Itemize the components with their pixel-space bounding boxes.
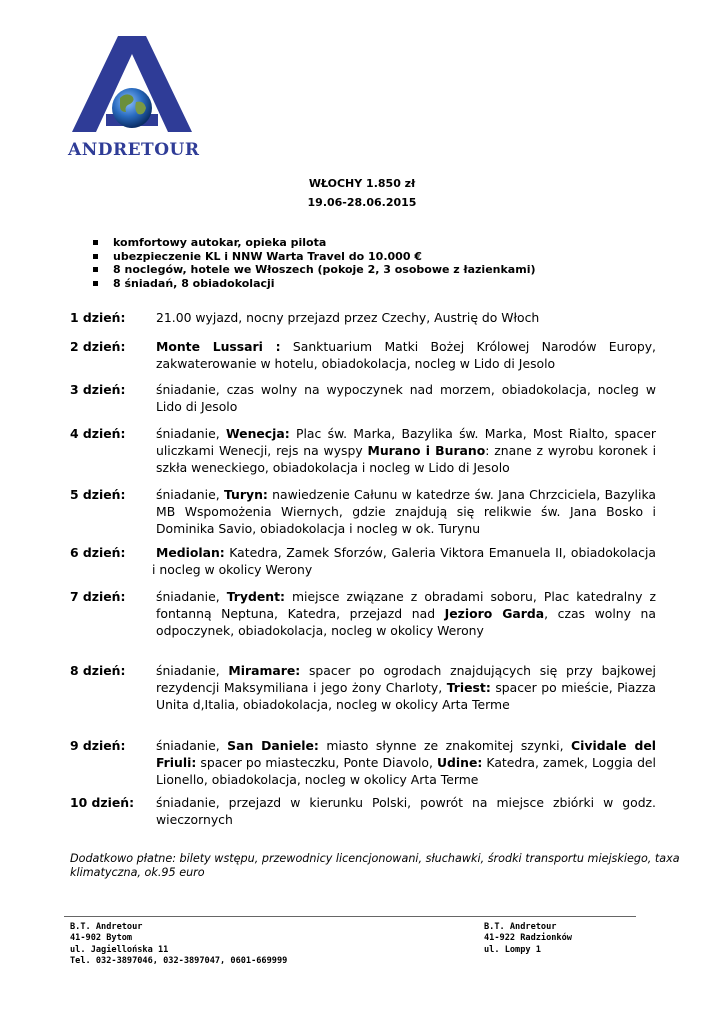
place-name: Wenecja:: [225, 426, 290, 441]
day-description: [156, 338, 656, 372]
day-label: 6 dzień:: [70, 545, 126, 560]
place-name: Murano i Burano: [367, 443, 486, 459]
footer-address-bytom: [70, 922, 287, 968]
day-description: [156, 486, 656, 538]
place-name: Udine:: [437, 755, 483, 771]
footer-line: ul. Jagiellońska 11: [70, 944, 169, 955]
description-text: miejsce związane z obradami soboru, Plac katedralny z fontanną Neptuna, Katedra, przejazd nad: [156, 589, 656, 622]
description-text: miasto słynne ze znakomitej szynki,: [318, 738, 572, 753]
day-description: [156, 794, 656, 828]
day-label: 4 dzień:: [70, 426, 126, 441]
description-text: Plac św. Marka, Bazylika św. Marka, Most Rialto, spacer uliczkami Wenecji, rejs na wyspy: [156, 426, 656, 459]
day-description: [156, 309, 656, 326]
description-text: śniadanie,: [156, 663, 229, 678]
description-text: spacer po miasteczku, Ponte Diavolo,: [196, 755, 437, 771]
trip-dates: 19.06-28.06.2015: [307, 196, 417, 209]
description-text: śniadanie,: [156, 487, 224, 502]
footer-divider: [64, 916, 636, 917]
day-label: 1 dzień:: [70, 310, 126, 325]
place-name: Miramare:: [228, 663, 301, 678]
day-description: [156, 737, 656, 789]
day-label: 10 dzień:: [70, 795, 135, 810]
description-text: spacer po mieście, Piazza Unita d,Italia, obiadokolacja, nocleg w okolicy Arta Terme: [156, 680, 656, 713]
day-description: [156, 425, 656, 477]
footer-line: ul. Lompy 1: [484, 944, 541, 955]
description-text: śniadanie,: [156, 589, 227, 604]
description-text: śniadanie,: [156, 426, 226, 441]
list-item: 8 śniadań, 8 obiadokolacji: [93, 277, 536, 291]
description-text: spacer po ogrodach znajdujących się przy bajkowej rezydencji Maksymiliana i jego żony Charloty,: [156, 663, 656, 696]
trip-title: WŁOCHY 1.850 zł: [308, 177, 416, 190]
additional-costs-note: Dodatkowo płatne: bilety wstępu, przewodnicy licencjonowani, słuchawki, środki transportu miejskiego, taxa klimatyczna, ok.95 euro: [70, 852, 680, 879]
description-text: , czas wolny na odpoczynek, obiadokolacja, nocleg w okolicy Werony: [156, 606, 656, 639]
day-label: 3 dzień:: [70, 382, 126, 397]
logo-a-globe-icon: [68, 32, 196, 142]
list-item: ubezpieczenie KL i NNW Warta Travel do 10.000 €: [93, 250, 536, 264]
day-label: 5 dzień:: [70, 487, 126, 502]
day-description: [156, 588, 656, 640]
company-logo: [68, 32, 200, 160]
place-name: Mediolan:: [156, 545, 225, 560]
footer-line: Tel. 032-3897046, 032-3897047, 0601-669999: [70, 956, 288, 967]
logo-text: ANDRETOUR: [68, 140, 200, 160]
footer-line: B.T. Andretour: [70, 922, 143, 932]
place-name: Turyn:: [223, 487, 268, 502]
footer-line: 41-922 Radzionków: [484, 933, 572, 944]
place-name: Cividale del Friuli:: [156, 738, 656, 771]
description-text: nawiedzenie Całunu w katedrze św. Jana Chrzciciela, Bazylika MB Wspomożenia Wiernych, gdzie znajdują się relikwie św. Jana Bosko i Dominika Savio, obiadokolacja i nocleg w ok. Turynu: [156, 487, 656, 537]
description-text: 21.00 wyjazd, nocny przejazd przez Czechy, Austrię do Włoch: [156, 310, 540, 325]
day-label: 7 dzień:: [70, 589, 126, 604]
day-label: 9 dzień:: [70, 738, 126, 753]
day-label: 8 dzień:: [70, 663, 126, 678]
list-item: komfortowy autokar, opieka pilota: [93, 236, 536, 250]
description-text: śniadanie, czas wolny na wypoczynek nad morzem, obiadokolacja, nocleg w Lido di Jesolo: [156, 382, 656, 415]
list-item: 8 noclegów, hotele we Włoszech (pokoje 2, 3 osobowe z łazienkami): [93, 263, 536, 277]
included-services-list: [93, 236, 536, 290]
description-text: Katedra, zamek, Loggia del Lionello, obiadokolacja, nocleg w okolicy Arta Terme: [156, 755, 656, 788]
place-name: Triest:: [446, 680, 491, 696]
footer-line: B.T. Andretour: [484, 922, 557, 932]
place-name: Jezioro Garda: [444, 606, 545, 622]
description-text: śniadanie, przejazd w kierunku Polski, powrót na miejsce zbiórki w godz. wieczornych: [156, 795, 656, 828]
day-description: [152, 544, 656, 578]
day-description: [156, 381, 656, 415]
footer-address-radzionkow: [484, 922, 572, 956]
place-name: Trydent:: [226, 589, 285, 604]
place-name: San Daniele:: [227, 738, 319, 753]
footer-line: 41-902 Bytom: [70, 933, 133, 944]
description-text: Katedra, Zamek Sforzów, Galeria Viktora Emanuela II, obiadokolacja i nocleg w okolicy Werony: [152, 545, 656, 578]
day-label: 2 dzień:: [70, 339, 126, 354]
description-text: : znane z wyrobu koronek i szkła weneckiego, obiadokolacja i nocleg w Lido di Jesolo: [156, 443, 657, 476]
day-description: [156, 662, 656, 714]
description-text: śniadanie,: [156, 738, 228, 753]
description-text: Sanktuarium Matki Bożej Królowej Narodów Europy, zakwaterowanie w hotelu, obiadokolacja, nocleg w Lido di Jesolo: [156, 339, 656, 372]
place-name: Monte Lussari :: [156, 339, 281, 354]
